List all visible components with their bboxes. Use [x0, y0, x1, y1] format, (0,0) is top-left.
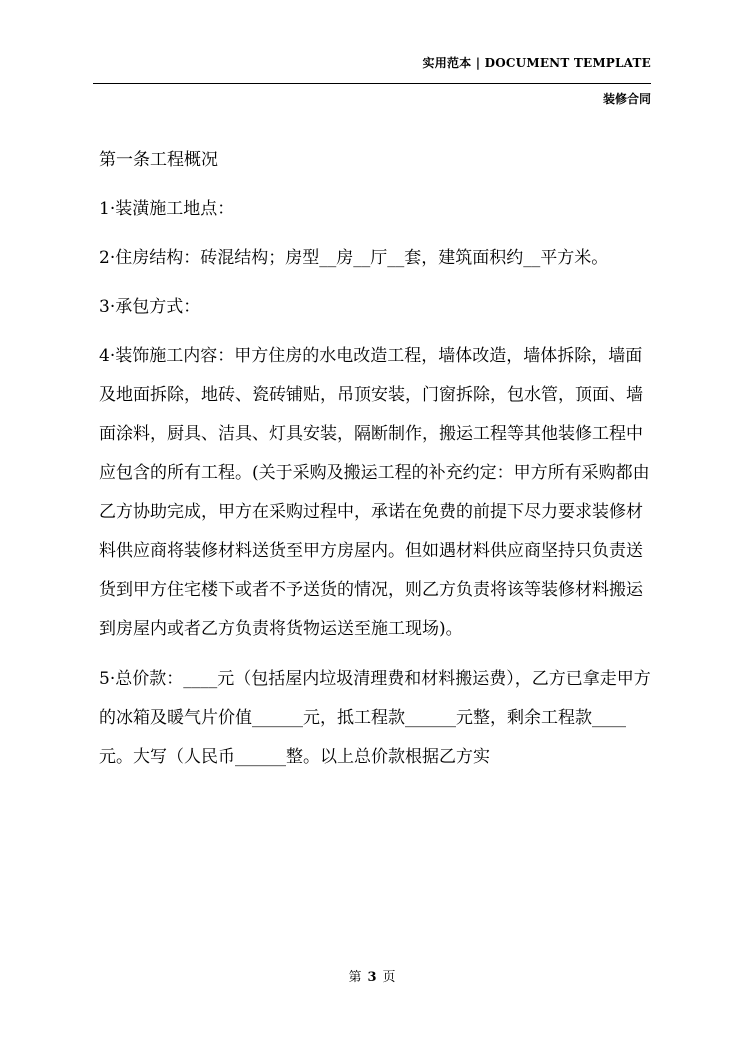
- clause-item: 3·承包方式：: [99, 297, 201, 317]
- header-subtitle: 装修合同: [602, 92, 651, 106]
- clause-item: 5·总价款：____元（包括屋内垃圾清理费和材料搬运费），乙方已拿走甲方的冰箱及暖气片价值______元，抵工程款______元整，剩余工程款____元。大写（人民币______整。以上总价款根据乙方实: [99, 669, 651, 767]
- clause-item: 1·装潢施工地点：: [99, 199, 235, 219]
- header-divider: [93, 83, 651, 84]
- page-footer: [0, 966, 744, 985]
- footer-prefix: 第: [348, 970, 362, 985]
- clause-item: 4·装饰施工内容：甲方住房的水电改造工程，墙体改造，墙体拆除，墙面及地面拆除，地砖、瓷砖铺贴，吊顶安装，门窗拆除，包水管，顶面、墙面涂料，厨具、洁具、灯具安装，隔断制作，搬运工程等其他装修工程中应包含的所有工程。(关于采购及搬运工程的补充约定：甲方所有采购都由乙方协助完成，甲方在采购过程中，承诺在免费的前提下尽力要求装修材料供应商将装修材料送货至甲方房屋内。但如遇材料供应商坚持只负责送货到甲方住宅楼下或者不予送货的情况，则乙方负责将该等装修材料搬运到房屋内或者乙方负责将货物运送至施工现场)。: [99, 346, 650, 639]
- footer-suffix: 页: [382, 970, 396, 985]
- section-heading: 第一条工程概况: [99, 150, 218, 170]
- header-title: 实用范本 | DOCUMENT TEMPLATE: [422, 56, 651, 70]
- contract-body: [99, 141, 659, 788]
- clause-item: 2·住房结构：砖混结构；房型__房__厅__套，建筑面积约__平方米。: [99, 248, 609, 268]
- page-number: 3: [367, 970, 377, 985]
